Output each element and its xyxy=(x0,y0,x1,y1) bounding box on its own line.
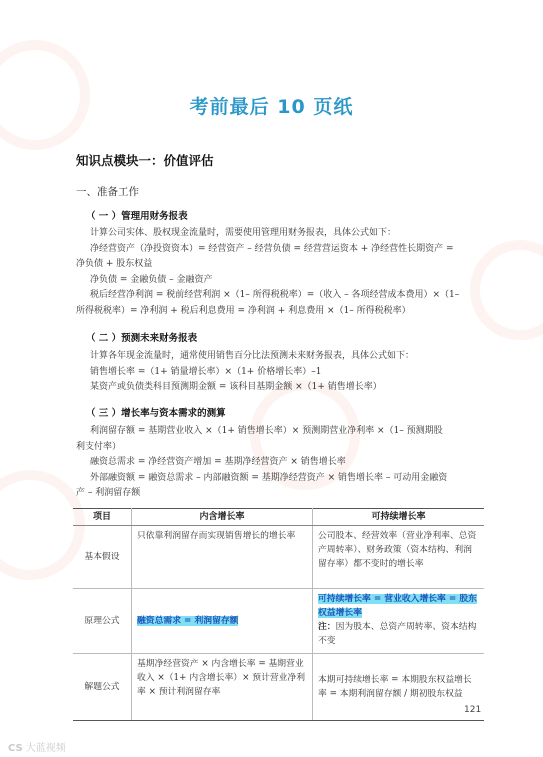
text-line: 融资总需求 = 净经营资产增加 = 基期净经营资产 × 销售增长率 xyxy=(90,457,346,467)
row-label: 解题公式 xyxy=(73,654,132,721)
text-line: 利支付率） xyxy=(76,441,122,452)
row-label: 原理公式 xyxy=(73,589,132,654)
subsection-heading-3: （ 三 ）增长率与资本需求的测算 xyxy=(86,408,226,419)
text-line: 销售增长率 =（1+ 销量增长率）×（1+ 价格增长率）–1 xyxy=(90,366,322,377)
table-cell: 基期净经营资产 × 内含增长率 = 基期营业收入 ×（1+ 内含增长率）× 预计营业净利率 × 预计利润留存率 xyxy=(132,654,313,721)
watermark-circle xyxy=(470,240,543,340)
text-line: 某资产或负债类科目预测期金额 = 该科目基期金额 ×（1+ 销售增长率） xyxy=(90,382,382,392)
table-cell xyxy=(132,589,313,654)
row-label: 基本假设 xyxy=(73,526,132,589)
text-line: 外部融资额 = 融资总需求 – 内部融资额 = 基期净经营资产 × 销售增长率 – 可动用金融资 xyxy=(90,472,448,483)
section-heading: 一、准备工作 xyxy=(76,186,139,198)
table-row xyxy=(73,526,484,589)
text-line: 产 – 利润留存额 xyxy=(76,488,141,498)
table-header: 内含增长率 xyxy=(132,509,313,526)
module-heading: 知识点模块一：价值评估 xyxy=(76,153,214,168)
text-line: 计算公司实体、股权现金流量时，需要使用管理用财务报表，具体公式如下： xyxy=(90,228,397,238)
text-line: 净负债 = 金融负债 – 金融资产 xyxy=(90,274,213,285)
text-line: 计算各年现金流量时，通常使用销售百分比法预测未来财务报表，具体公式如下： xyxy=(90,351,415,361)
logo-text: 大蓝视频 xyxy=(25,743,66,754)
logo-mark: CS xyxy=(8,743,23,754)
table-cell xyxy=(313,589,485,654)
table-cell: 公司股本、经营效率（营业净利率、总资产周转率）、财务政策（资本结构、利润留存率）都不变时的增长率 xyxy=(313,526,485,589)
table-row xyxy=(73,654,484,721)
table-cell: 本期可持续增长率 = 本期股东权益增长率 = 本期利润留存额 / 期初股东权益 xyxy=(313,654,485,721)
subsection-heading-1: （ 一 ）管理用财务报表 xyxy=(86,211,188,222)
text-line: 净经营资产（净投资资本）= 经营资产 – 经营负债 = 经营营运资本 + 净经营性长期资产 = xyxy=(90,243,454,254)
text-line: 利润留存额 = 基期营业收入 ×（1+ 销售增长率）× 预测期营业净利率 ×（1– 预测期股 xyxy=(90,426,443,436)
table-row xyxy=(73,589,484,654)
text-line: 所得税税率）= 净利润 + 税后利息费用 = 净利润 + 利息费用 ×（1– 所得税税率） xyxy=(76,305,411,316)
paragraph-1 xyxy=(76,226,480,319)
highlighted-formula: 融资总需求 = 利润留存额 xyxy=(137,616,239,626)
subsection-heading-2: （ 二 ）预测未来财务报表 xyxy=(86,333,198,344)
table-header-row xyxy=(73,509,484,526)
paragraph-3 xyxy=(76,424,480,502)
highlighted-formula: 可持续增长率 = 营业收入增长率 = 股东权益增长率 xyxy=(318,594,477,618)
table-header: 项目 xyxy=(73,509,132,526)
table-header: 可持续增长率 xyxy=(313,509,485,526)
page-number: 121 xyxy=(464,705,482,715)
comparison-table xyxy=(73,508,484,721)
note-label: 注： xyxy=(318,622,336,632)
table-cell: 只依靠利润留存而实现销售增长的增长率 xyxy=(132,526,313,589)
text-line: 税后经营净利润 = 税前经营利润 ×（1– 所得税税率）=（收入 – 各项经营成本费用）×（1– xyxy=(90,290,460,300)
brand-logo xyxy=(8,739,66,754)
page-title: 考前最后 10 页纸 xyxy=(189,96,354,118)
text-line: 净负债 + 股东权益 xyxy=(76,259,153,269)
paragraph-2 xyxy=(76,349,480,396)
note-text: 因为股本、总资产周转率、资本结构不变 xyxy=(318,622,477,646)
